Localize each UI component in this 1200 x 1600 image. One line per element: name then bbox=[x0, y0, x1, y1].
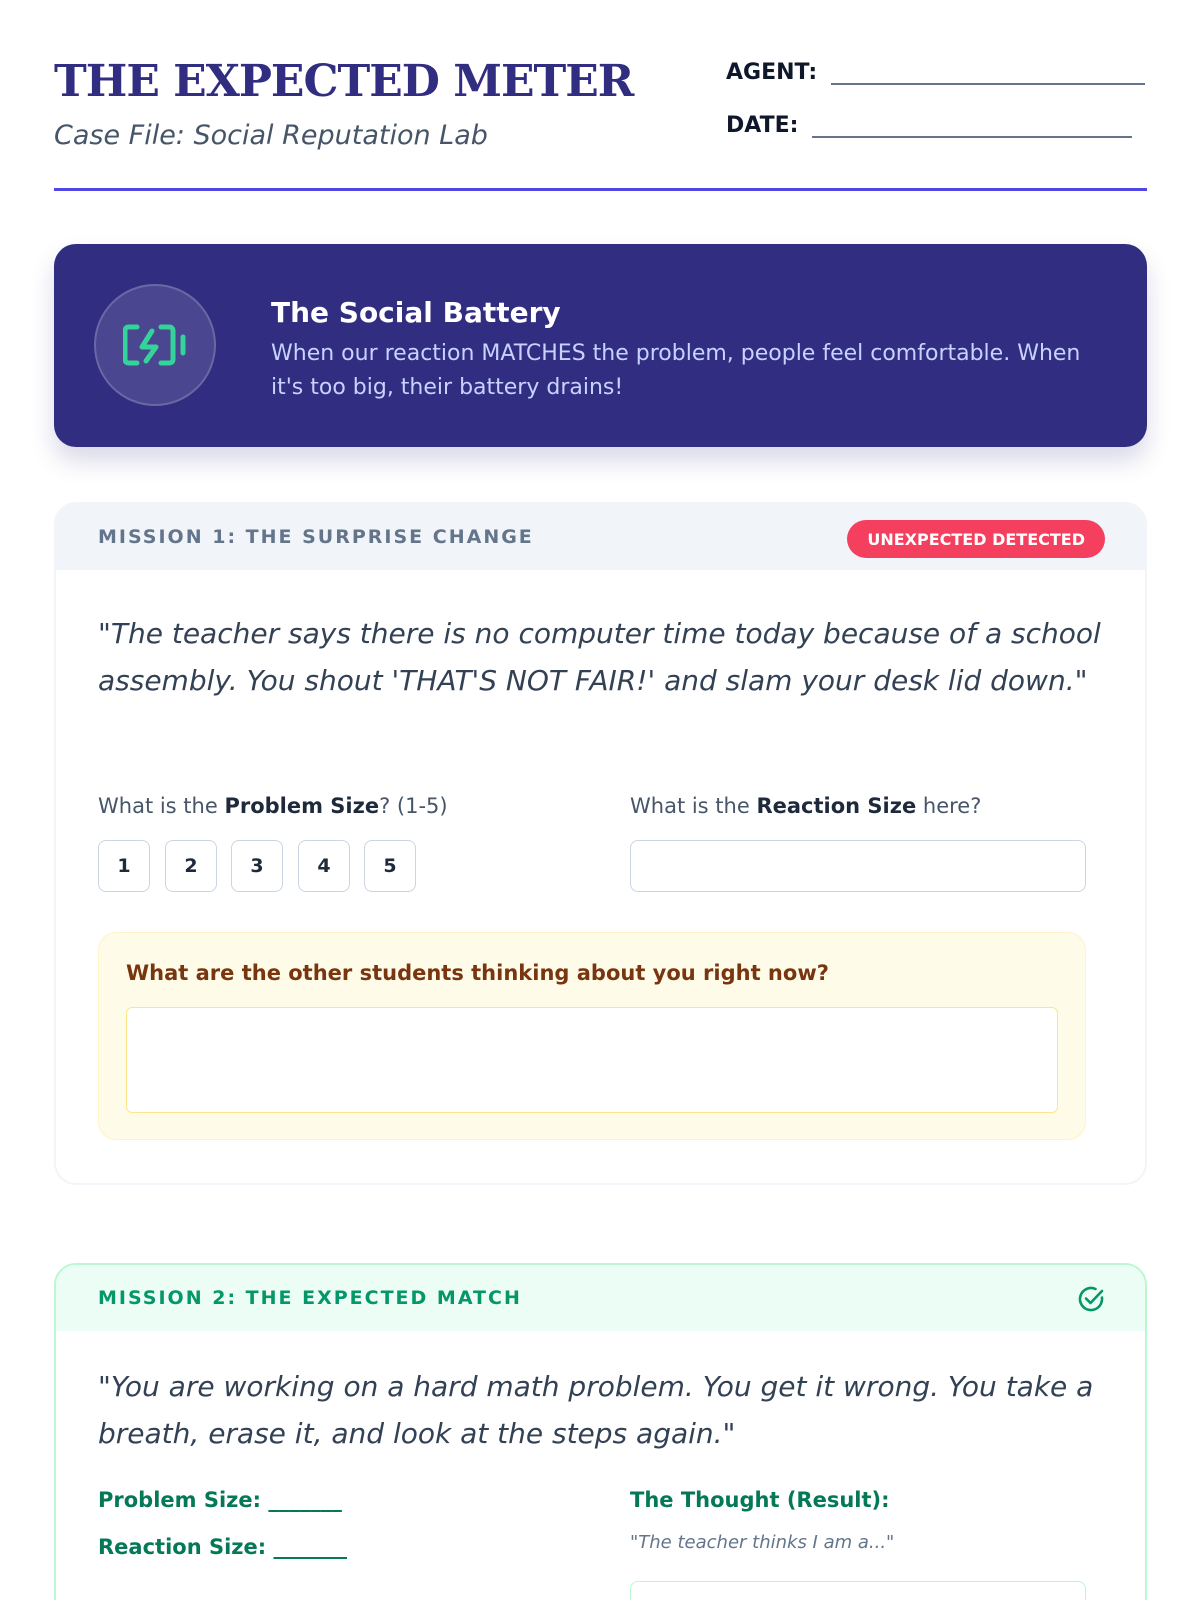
reaction-size-question bbox=[630, 794, 981, 818]
banner-text: When our reaction MATCHES the problem, people feel comfortable. When it's too big, their battery drains! bbox=[271, 341, 1081, 400]
page-title: THE EXPECTED METER bbox=[54, 56, 634, 107]
date-field bbox=[726, 113, 1132, 138]
scale-option-1[interactable]: 1 bbox=[98, 840, 150, 892]
thought-panel bbox=[98, 932, 1086, 1140]
reaction-q-bold: Reaction Size bbox=[756, 794, 917, 818]
social-battery-banner bbox=[54, 244, 1147, 447]
worksheet-page bbox=[54, 0, 1147, 1600]
problem-q-suffix: ? (1-5) bbox=[379, 794, 448, 818]
reaction-q-prefix: What is the bbox=[630, 794, 757, 818]
worksheet-header bbox=[54, 56, 1147, 190]
reaction-size-blank: Reaction Size: _______ bbox=[98, 1535, 347, 1559]
mission-1-card bbox=[54, 502, 1147, 1185]
thought-question: What are the other students thinking about you right now? bbox=[126, 961, 829, 985]
page-subtitle: Case File: Social Reputation Lab bbox=[54, 120, 488, 151]
check-circle-icon bbox=[1077, 1285, 1105, 1313]
problem-size-blank: Problem Size: _______ bbox=[98, 1488, 342, 1512]
battery-badge bbox=[94, 284, 216, 406]
mission-2-scenario: "You are working on a hard math problem. You get it wrong. You take a breath, erase it, and look at the steps again." bbox=[98, 1370, 1094, 1450]
problem-q-bold: Problem Size bbox=[224, 794, 380, 818]
mission-1-header bbox=[56, 504, 1145, 570]
scale-option-3[interactable]: 3 bbox=[231, 840, 283, 892]
thought-hint: "The teacher thinks I am a..." bbox=[630, 1532, 895, 1553]
scale-option-4[interactable]: 4 bbox=[298, 840, 350, 892]
mission-2-title: MISSION 2: THE EXPECTED MATCH bbox=[98, 1287, 522, 1309]
problem-size-question bbox=[98, 794, 448, 818]
reaction-q-suffix: here? bbox=[916, 794, 982, 818]
problem-q-prefix: What is the bbox=[98, 794, 225, 818]
scale-option-5[interactable]: 5 bbox=[364, 840, 416, 892]
date-label: DATE: bbox=[726, 113, 799, 138]
banner-title: The Social Battery bbox=[271, 296, 561, 329]
date-input-line[interactable] bbox=[812, 116, 1132, 138]
scale-option-2[interactable]: 2 bbox=[165, 840, 217, 892]
thought-result-label: The Thought (Result): bbox=[630, 1488, 890, 1512]
mission-2-card bbox=[54, 1263, 1147, 1600]
thought-result-input[interactable] bbox=[630, 1581, 1086, 1600]
reaction-size-input[interactable] bbox=[630, 840, 1086, 892]
mission-1-scenario: "The teacher says there is no computer time today because of a school assembly. You shout 'THAT'S NOT FAIR!' and slam your desk lid down." bbox=[98, 617, 1101, 697]
battery-charging-icon bbox=[123, 321, 187, 369]
agent-label: AGENT: bbox=[726, 60, 818, 85]
agent-field bbox=[726, 60, 1145, 85]
unexpected-badge: UNEXPECTED DETECTED bbox=[847, 520, 1105, 558]
agent-input-line[interactable] bbox=[831, 63, 1145, 85]
header-divider bbox=[54, 188, 1147, 191]
mission-2-header bbox=[56, 1265, 1145, 1331]
mission-1-title: MISSION 1: THE SURPRISE CHANGE bbox=[98, 526, 534, 548]
thought-answer-input[interactable] bbox=[126, 1007, 1058, 1113]
